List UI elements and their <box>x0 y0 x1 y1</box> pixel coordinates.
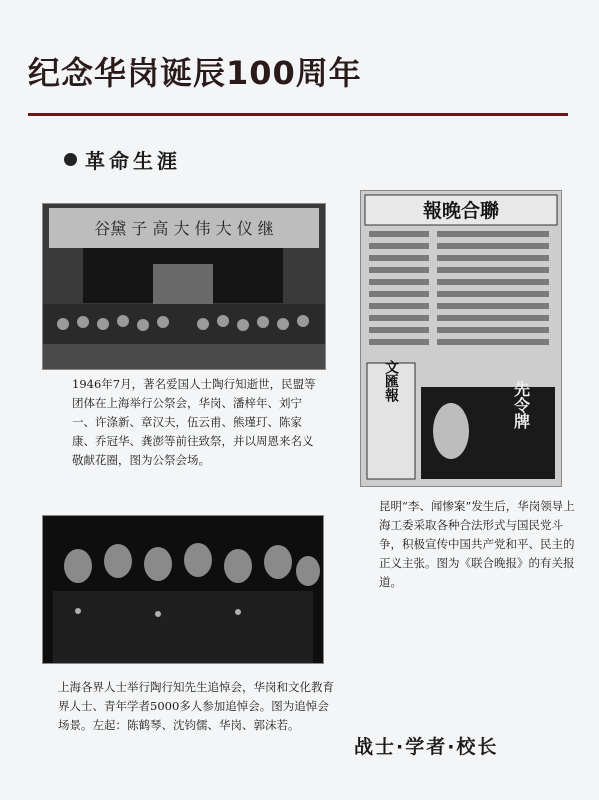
ad-text: 先令牌 <box>511 381 531 429</box>
caption-newspaper: 昆明“李、闻惨案”发生后，华岗领导上海工委采取各种合法形式与国民党斗争，积极宣传中国共产党和平、民主的正义主张。图为《联合晚报》的有关报道。 <box>379 499 575 589</box>
motto: 战士·学者·校长 <box>354 736 499 758</box>
section-label: 革命生涯 <box>85 149 181 173</box>
section-heading <box>64 145 181 174</box>
caption-crowd: 上海各界人士举行陶行知先生追悼会，华岗和文化教育界人士、青年学者5000多人参加追悼会。图为追悼会场景。左起：陈鹤琴、沈钧儒、华岗、郭沫若。 <box>58 680 334 732</box>
caption-memorial-hall: 1946年7月，著名爱国人士陶行知逝世，民盟等团体在上海举行公祭会，华岗、潘梓年、刘宁一、许涤新、章汉夫，伍云甫、熊瑾玎、陈家康、乔冠华、龚澎等前往致祭，并以周恩来名义敬献花圈，图为公祭会场。 <box>72 377 316 467</box>
memorial-banner-text: 谷黛 子 高 大 伟 大 仪 继 <box>94 219 274 238</box>
second-paper-title: 文匯報 <box>383 360 399 402</box>
crowd-photo <box>42 515 324 664</box>
newspaper-photo <box>360 190 562 487</box>
newspaper-masthead: 報晚合聯 <box>422 200 500 222</box>
bullet-icon <box>64 153 77 166</box>
memorial-hall-photo <box>42 203 326 370</box>
page-title: 纪念华岗诞辰100周年 <box>28 54 362 92</box>
title-divider <box>28 113 568 116</box>
